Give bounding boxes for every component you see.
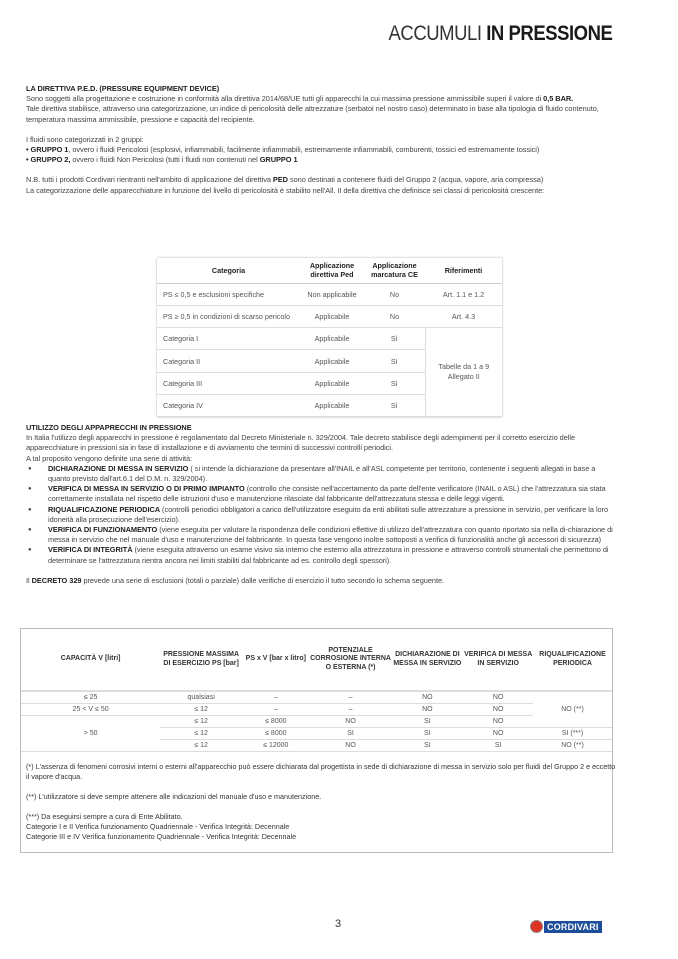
- cell: No: [364, 283, 425, 305]
- header-cell: POTENZIALE CORROSIONE INTERNA O ESTERNA (*): [310, 629, 392, 691]
- cell: –: [242, 691, 310, 703]
- text: N.B. tutti i prodotti Cordivari rientranti nell'ambito di applicazione del direttiva: [26, 175, 273, 185]
- cell: NO: [391, 703, 463, 715]
- text: ovvero i fluidi Non Pericolosi (tutti i fluidi non contenuti nel: [70, 155, 260, 165]
- cell: NO: [463, 691, 533, 703]
- cordivari-logo: [530, 920, 612, 933]
- item-text: ( si intende la dichiarazione da presentare all'INAIL e all'ASL competente per territorio, contenente i seguenti allegati in base a quanto previsto dall'art.6.1 del D.M. n. 329/2004).: [48, 463, 596, 484]
- text: Il: [26, 575, 32, 585]
- text: prevede una serie di esclusioni (totali o parziale) dalle verifiche di esercizio il tutto secondo lo schema seguente.: [81, 575, 445, 585]
- table-row: [157, 305, 502, 327]
- cell: Applicabile: [300, 328, 364, 350]
- header-cell: RIQUALIFICAZIONE PERIODICA: [533, 629, 612, 691]
- cell: ≤ 12: [160, 703, 242, 715]
- cell: Tabelle da 1 a 9 Allegato II: [425, 328, 502, 417]
- cell: Categoria IV: [157, 394, 300, 416]
- cell: –: [310, 691, 392, 703]
- page-number: 3: [335, 918, 342, 930]
- note: Categorie I e II Verifica funzionamento Quadriennale - Verifica Integrità: Decennale: [26, 822, 290, 831]
- note: (**) L'utilizzatore si deve sempre attenere alle indicazioni del manuale d'uso e manutenzione.: [26, 792, 322, 801]
- group-2: [26, 155, 616, 165]
- table-row: [157, 328, 502, 350]
- paragraph: I fluidi sono categorizzati in 2 gruppi:: [26, 134, 144, 144]
- cell: 25 < V ≤ 50: [21, 703, 160, 715]
- cell: ≤ 8000: [242, 727, 310, 739]
- text-bold: 0,5 BAR.: [543, 94, 574, 104]
- cell: SI: [391, 715, 463, 727]
- table-notes: [26, 762, 616, 842]
- cell: NO (**): [533, 691, 612, 727]
- cell: ≤ 8000: [242, 715, 310, 727]
- header-cell: Riferimenti: [425, 258, 502, 283]
- cell: Art. 1.1 e 1.2: [425, 283, 502, 305]
- cell: PS ≤ 0,5 e esclusioni specifiche: [157, 283, 300, 305]
- cell: –: [310, 703, 392, 715]
- section-heading: UTILIZZO DEGLI APPAPRECCHI IN PRESSIONE: [26, 423, 192, 432]
- cell: SI: [391, 727, 463, 739]
- text-bold: DECRETO 329: [31, 575, 82, 585]
- item-title: DICHIARAZIONE DI MESSA IN SERVIZIO: [48, 463, 189, 473]
- cell: SI: [463, 739, 533, 751]
- page-title: [388, 22, 612, 46]
- text-bold: PED: [272, 175, 288, 185]
- text-bold: • GRUPPO 1: [26, 145, 69, 155]
- header-cell: PS x V [bar x litro]: [242, 629, 310, 691]
- cell: Categoria II: [157, 350, 300, 372]
- paragraph: [26, 576, 616, 586]
- paragraph: La categorizzazione delle apparecchiature in funzione del livello di pericolosità è stabilito nell'All. II della direttiva che definisce sei classi di pericolosità crescente:: [26, 185, 545, 195]
- cell: NO: [391, 691, 463, 703]
- cell: Non applicabile: [300, 283, 364, 305]
- cell: qualsiasi: [160, 691, 242, 703]
- header-cell: Applicazione marcatura CE: [364, 258, 425, 283]
- table-row: [21, 691, 612, 703]
- header-cell: VERIFICA DI MESSA IN SERVIZIO: [463, 629, 533, 691]
- cell: NO: [463, 703, 533, 715]
- header-cell: PRESSIONE MASSIMA DI ESERCIZIO PS [bar]: [160, 629, 242, 691]
- cell: ≤ 12: [160, 739, 242, 751]
- cell: Art. 4.3: [425, 305, 502, 327]
- ped-category-table: [157, 258, 502, 417]
- item-title: VERIFICA DI MESSA IN SERVIZIO O DI PRIMO IMPIANTO: [48, 484, 245, 494]
- activity-list: [26, 464, 616, 566]
- item-title: RIQUALIFICAZIONE PERIODICA: [48, 504, 161, 514]
- item-title: VERIFICA DI FUNZIONAMENTO: [48, 525, 158, 535]
- table-header: [157, 258, 502, 283]
- cell: Sì: [364, 372, 425, 394]
- ped-section: [26, 84, 616, 196]
- header-cell: Categoria: [157, 258, 300, 283]
- cell: SI (***): [533, 727, 612, 739]
- exclusions-table: [21, 629, 612, 752]
- item-text: (controllo che consiste nell'accertamento da parte dell'ente verificatore (INAIL o ASL) che l'attrezzatura sia stata correttamente installata nel rispetto delle istruzioni d'uso e manutenzione rilasciate dal fabbricante dell'attrezzatura stessa e delle leggi vigenti.: [48, 484, 606, 504]
- cell: NO: [310, 715, 392, 727]
- cell: NO: [463, 715, 533, 727]
- logo-text: CORDIVARI: [544, 921, 602, 933]
- cell: Sì: [364, 350, 425, 372]
- cell: NO (**): [533, 739, 612, 751]
- list-item: [26, 545, 616, 565]
- cell: SI: [310, 727, 392, 739]
- cell: Categoria I: [157, 328, 300, 350]
- table-row: [21, 703, 612, 715]
- cell: Applicabile: [300, 394, 364, 416]
- cell: Categoria III: [157, 372, 300, 394]
- text: sono destinati a contenere fluidi del Gruppo 2 (acqua, vapore, aria compressa): [287, 175, 544, 185]
- note: [26, 175, 616, 185]
- cell: NO: [463, 727, 533, 739]
- section-heading: LA DIRETTIVA P.E.D. (PRESSURE EQUIPMENT DEVICE): [26, 84, 220, 93]
- cell: Applicabile: [300, 305, 364, 327]
- table-header: [21, 629, 612, 691]
- text-bold: GRUPPO 1: [259, 155, 298, 165]
- cell: NO: [310, 739, 392, 751]
- cell: ≤ 25: [21, 691, 160, 703]
- item-text: (viene eseguita attraverso un esame visivo sia interno che esterno alla attrezzatura in pressione e attraverso controlli strumentali che permettono di determinare se l'attrezzatura rientra ancora nei limiti stabiliti dal fabbricante ad es. controllo degli spessori).: [48, 545, 609, 565]
- list-item: [26, 505, 616, 525]
- paragraph: [26, 94, 616, 104]
- title-bold: IN PRESSIONE: [485, 22, 612, 45]
- cell: PS ≥ 0,5 in condizioni di scarso pericolo: [157, 305, 300, 327]
- cell: ≤ 12: [160, 715, 242, 727]
- cell: Sì: [364, 394, 425, 416]
- cell: Applicabile: [300, 372, 364, 394]
- list-item: [26, 484, 616, 504]
- item-text: (controlli periodici obbligatori a carico dell'utilizzatore eseguito da enti abilitati sulle attrezzature a pressione in servizio, per verificare la loro idoneità alla prosecuzione dell'esercizio).: [48, 504, 609, 524]
- paragraph: In Italia l'utilizzo degli apparecchi in pressione è regolamentato dal Decreto Ministeriale n. 329/2004. Tale decreto stabilisce degli adempimenti per il corretto esercizio delle apparecchiature in pressioni sia in fase di installazione e di avviamento che termini di successivi controlli periodici.: [26, 433, 576, 453]
- header-cell: CAPACITÀ V [litri]: [21, 629, 160, 691]
- cell: > 50: [21, 715, 160, 751]
- note: (*) L'assenza di fenomeni corrosivi interni o esterni all'apparecchio può essere dichiarata dal progettista in sede di dichiarazione di messa in servizio solo per fluidi del Gruppo 2 e eccetto il vapore d'acqua.: [26, 762, 616, 781]
- text: , ovvero i fluidi Pericolosi (esplosivi, infiammabili, facilmente infiammabili, estremamente infiammabili, comburenti, tossici ed estremamente tossici): [68, 145, 540, 155]
- text-bold: • GRUPPO 2,: [26, 155, 71, 165]
- header-cell: Applicazione direttiva Ped: [300, 258, 364, 283]
- cell: –: [242, 703, 310, 715]
- cell: ≤ 12: [160, 727, 242, 739]
- title-light: ACCUMULI: [388, 22, 482, 45]
- paragraph: A tal proposito vengono definite una serie di attività:: [26, 453, 193, 463]
- group-1: [26, 145, 616, 155]
- header-cell: DICHIARAZIONE DI MESSA IN SERVIZIO: [391, 629, 463, 691]
- cell: Sì: [364, 328, 425, 350]
- item-text: (viene eseguita per valutare la rispondenza delle condizioni effettive di utilizzo dell'attrezzatura con quanto riportato sia nella di-chiarazione di messa in servizio che nel manuale d'uso e manutenzione del fabbricante. In questa fase vengono inoltre sottoposti a verifica di funzionalità anche gli accessori di sicurezza): [48, 525, 613, 545]
- list-item: [26, 464, 616, 484]
- list-item: [26, 525, 616, 545]
- item-title: VERIFICA DI INTEGRITÀ: [48, 545, 133, 555]
- table-row: [21, 715, 612, 727]
- cell: Applicabile: [300, 350, 364, 372]
- paragraph: Tale direttiva stabilisce, attraverso una categorizzazione, un indice di pericolosità delle attrezzature (serbatoi nel nostro caso) determinato in base alla tipologia di fluido contenuto, temperatura massima ammissibile, pressione e capacità del recipiente.: [26, 104, 599, 124]
- note: (***) Da eseguirsi sempre a cura di Ente Abilitato.: [26, 812, 183, 821]
- cell: SI: [391, 739, 463, 751]
- note: Categorie III e IV Verifica funzionamento Quadriennale - Verifica Integrità: Decennale: [26, 832, 297, 841]
- cell: No: [364, 305, 425, 327]
- cell: ≤ 12000: [242, 739, 310, 751]
- logo-mark-icon: [530, 920, 543, 933]
- text: Sono soggetti alla progettazione e costruzione in conformità alla direttiva 2014/68/UE tutti gli apparecchi la cui massima pressione ammissibile superi il valore di: [26, 94, 544, 104]
- usage-section: [26, 423, 616, 586]
- table-row: [157, 283, 502, 305]
